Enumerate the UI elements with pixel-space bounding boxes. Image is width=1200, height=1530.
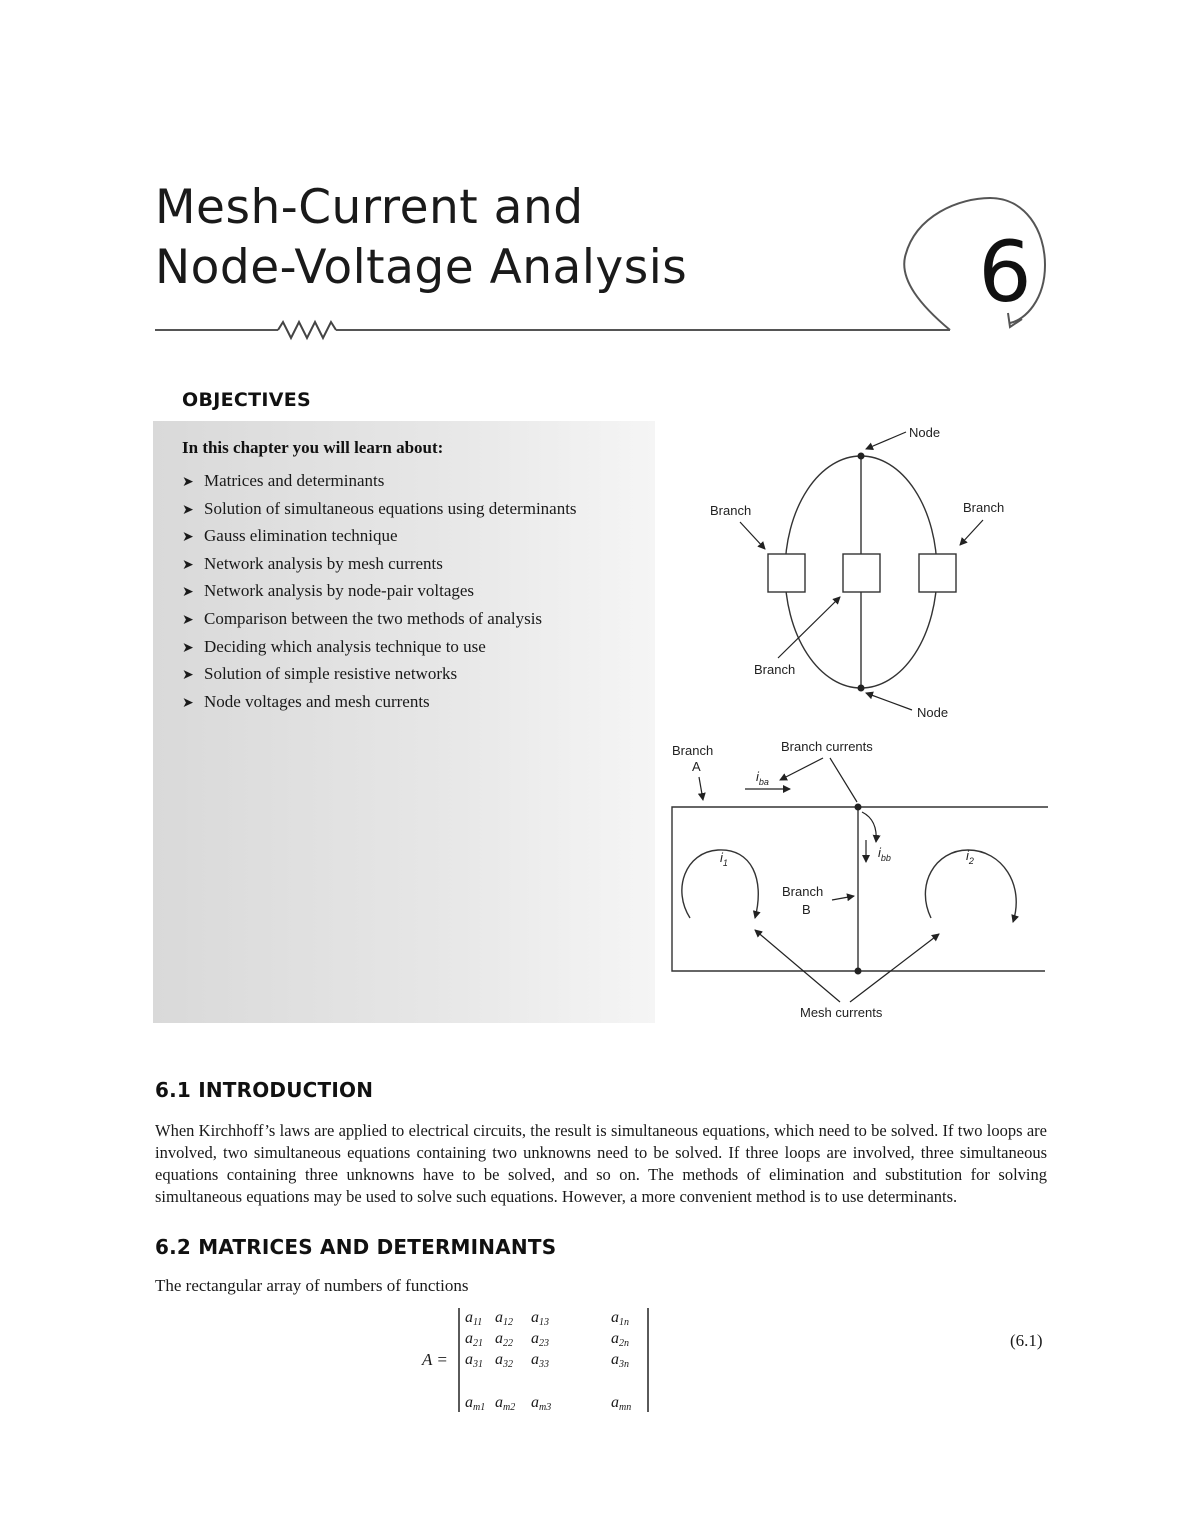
mesh-currents-pointer-right — [850, 934, 939, 1002]
branch-currents-pointer-b — [830, 758, 857, 802]
chapter-title-line1: Mesh-Current and — [155, 180, 584, 235]
objective-item: ➤ Network analysis by node-pair voltages — [182, 580, 577, 608]
section-6-2-heading: 6.2 MATRICES AND DETERMINANTS — [155, 1235, 557, 1259]
chapter-number: 6 — [978, 223, 1032, 321]
section-6-1-heading: 6.1 INTRODUCTION — [155, 1078, 374, 1102]
branch-b-label-line1: Branch — [782, 884, 824, 899]
objectives-list — [182, 470, 577, 718]
node-bottom-label: Node — [917, 705, 949, 720]
matrix-element: amn — [611, 1394, 632, 1413]
objective-item: ➤ Deciding which analysis technique to use — [182, 636, 577, 664]
branch-a-label-line1: Branch — [672, 743, 714, 758]
objective-item: ➤ Node voltages and mesh currents — [182, 691, 577, 719]
right-branch-element — [919, 554, 956, 592]
objectives-heading: OBJECTIVES — [182, 389, 312, 411]
branch-currents-label: Branch currents — [781, 739, 873, 754]
node-top-label: Node — [909, 425, 941, 440]
matrix-element: am2 — [495, 1394, 516, 1413]
matrix-element: am1 — [465, 1394, 486, 1413]
matrix-cells — [465, 1309, 631, 1413]
center-branch-element — [843, 554, 880, 592]
arrowhead-bullet-icon: ➤ — [182, 556, 194, 573]
branch-currents-pointer-a — [780, 758, 823, 780]
i1-label: $i_1$ — [720, 850, 728, 868]
branch-b-label-line2: B — [802, 902, 811, 917]
branch-right-pointer — [960, 520, 983, 545]
matrix-element: a31 — [465, 1351, 483, 1370]
matrix-element: a12 — [495, 1309, 513, 1328]
branch-left-label: Branch — [710, 503, 752, 518]
node-bottom-pointer — [866, 693, 912, 710]
objective-item: ➤ Matrices and determinants — [182, 470, 577, 498]
objective-item: ➤ Network analysis by mesh currents — [182, 553, 577, 581]
top-node-dot — [858, 453, 865, 460]
matrix-element: a21 — [465, 1330, 483, 1349]
section-6-2-intro: The rectangular array of numbers of functions — [155, 1276, 469, 1295]
branch-right-label: Branch — [963, 500, 1005, 515]
arrowhead-bullet-icon: ➤ — [182, 474, 194, 490]
branch-b-pointer — [832, 896, 854, 900]
matrix-element: a3n — [611, 1351, 629, 1370]
mesh-outline — [672, 807, 1048, 971]
matrix-element: a23 — [531, 1330, 549, 1349]
chapter-title-line2: Node-Voltage Analysis — [155, 240, 688, 295]
mesh-current-diagram — [672, 739, 1048, 1020]
i-ba-label: $i_{ba}$ — [756, 769, 769, 787]
arrowhead-bullet-icon: ➤ — [182, 501, 194, 518]
bottom-node-dot — [858, 685, 865, 692]
node-top-pointer — [866, 432, 906, 449]
mesh-top-node-dot — [855, 804, 862, 811]
matrix-lhs: A = — [422, 1350, 448, 1369]
circuit-diagrams — [660, 420, 1060, 1030]
resistor-icon — [278, 322, 336, 338]
matrix-element: a22 — [495, 1330, 513, 1349]
objective-item: ➤ Solution of simultaneous equations using determinants — [182, 498, 577, 526]
chapter-rule-decoration — [150, 195, 1060, 345]
i-bb-arrow — [862, 812, 876, 842]
matrix-element: a2n — [611, 1330, 629, 1349]
arrowhead-bullet-icon: ➤ — [182, 611, 194, 628]
matrix-element: a33 — [531, 1351, 549, 1370]
objective-item: ➤ Comparison between the two methods of analysis — [182, 608, 577, 636]
arrowhead-bullet-icon: ➤ — [182, 529, 194, 546]
arrowhead-bullet-icon: ➤ — [182, 694, 194, 711]
branch-center-pointer — [778, 597, 840, 658]
objectives-lead: In this chapter you will learn about: — [182, 438, 444, 457]
objective-item: ➤ Gauss elimination technique — [182, 525, 577, 553]
branch-a-pointer — [699, 777, 703, 800]
equation-number: (6.1) — [1010, 1331, 1043, 1350]
branch-center-label: Branch — [754, 662, 796, 677]
left-branch-element — [768, 554, 805, 592]
branch-a-label-line2: A — [692, 759, 701, 774]
matrix-element: a13 — [531, 1309, 549, 1328]
matrix-element: a32 — [495, 1351, 513, 1370]
arrowhead-bullet-icon: ➤ — [182, 639, 194, 656]
branch-left-pointer — [740, 522, 765, 549]
mesh-bottom-node-dot — [855, 968, 862, 975]
matrix-element: a1n — [611, 1309, 629, 1328]
objective-item: ➤ Solution of simple resistive networks — [182, 663, 577, 691]
section-6-1-body: When Kirchhoff’s laws are applied to electrical circuits, the result is simultaneous equations, which need to be solved. If two loops are involved, two simultaneous equations containing two unknowns need to be solved. If three loops are involved, three simultaneous equations containing three unknowns have to be solved, and so on. The methods of elimination and substitution for solving simultaneous equations may be used to solve such equations. However, a more convenient method is to use determinants. — [155, 1121, 1047, 1206]
matrix-element: am3 — [531, 1394, 552, 1413]
arrowhead-bullet-icon: ➤ — [182, 584, 194, 601]
i2-label: $i_2$ — [966, 848, 974, 866]
matrix-element: a11 — [465, 1309, 483, 1328]
arrowhead-bullet-icon: ➤ — [182, 667, 194, 684]
mesh-currents-label: Mesh currents — [800, 1005, 883, 1020]
branch-node-diagram — [710, 425, 1004, 720]
i-bb-label: $i_{bb}$ — [878, 845, 891, 863]
mesh-currents-pointer-left — [755, 930, 840, 1002]
matrix-equation — [415, 1300, 665, 1420]
